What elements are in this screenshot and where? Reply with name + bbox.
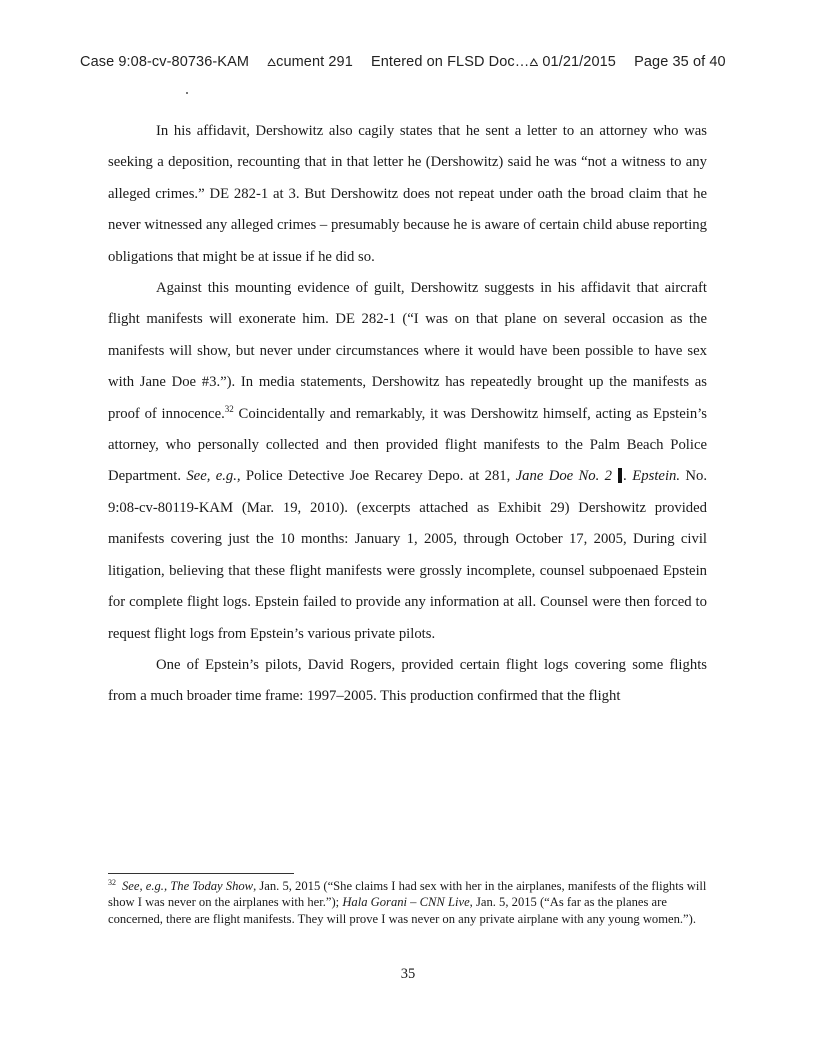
footnote-reference: 32 [224,403,234,414]
header-page-count: Page 35 of 40 [634,54,726,70]
ecf-header [80,54,726,70]
header-entered-date: Entered on FLSD Doc…⩟ 01/21/2015 [371,54,616,70]
paragraph-text: Police Detective Joe Recarey Depo. at 281, [240,468,516,485]
citation-signal: See, e.g., [122,879,168,893]
footnote-text: , Jan. 5, 2015 (“She claims I had sex with her in the airplanes, manifests of the flights will show I was never on the airplanes with her.”); [108,879,707,910]
footnote-number: 32 [108,878,116,887]
redaction-mark [618,468,622,483]
case-name: . Epstein. [623,468,681,485]
scan-speck [186,92,188,94]
header-document-number: ⩟cument 291 [267,54,353,70]
paragraph-text: Against this mounting evidence of guilt, Dershowitz suggests in his affidavit that aircraft flight manifests will exonerate him. DE 282-1 (“I was on that plane on several occasion as the manifests will show, but never under circumstances where it would have been possible to have sex with Jane Doe #3.”). In media statements, Dershowitz has repeatedly brought up the manifests as proof of innocence. [108,280,707,422]
paragraph-affidavit-letter: In his affidavit, Dershowitz also cagily states that he sent a letter to an attorney who was seeking a deposition, recounting that in that letter he (Dershowitz) said he was “not a witness to any alleged crimes.” DE 282-1 at 3. But Dershowitz does not repeat under oath the broad claim that he never witnessed any alleged crimes – presumably because he is aware of certain child abuse reporting obligations that might be at issue if he did so. [108,123,707,265]
source-title: The Today Show [170,879,254,893]
footnote-separator [108,873,294,874]
footnote-32 [108,878,707,927]
page-number: 35 [400,966,416,982]
header-case-number: Case 9:08-cv-80736-KAM [80,54,250,70]
citation-signal: See, e.g., [186,468,241,485]
footnote-text: , Jan. 5, 2015 (“As far as the planes are concerned, there are flight manifests. They will prove I was never on any private airplane with any young women.”). [108,895,696,926]
paragraph-pilot-logs: One of Epstein’s pilots, David Rogers, provided certain flight logs covering some flights from a much broader time frame: 1997–2005. This production confirmed that the flight [108,656,707,705]
source-title: Hala Gorani – CNN Live [342,895,470,910]
case-name: Jane Doe No. 2 [515,468,612,485]
paragraph-text: Coincidentally and remarkably, it was Dershowitz himself, acting as Epstein’s attorney, who personally collected and then provided flight manifests to the Palm Beach Police Department. [108,405,707,485]
paragraph-flight-manifests [108,273,707,650]
document-body [108,116,707,713]
paragraph-text: No. 9:08-cv-80119-KAM (Mar. 19, 2010). (excerpts attached as Exhibit 29) Dershowitz provided manifests covering just the 10 months: January 1, 2005, through October 17, 2005, During civil litigation, believing that these flight manifests were grossly incomplete, counsel subpoenaed Epstein for complete flight logs. Epstein failed to provide any information at all. Counsel were then forced to request flight logs from Epstein’s various private pilots. [108,468,707,642]
